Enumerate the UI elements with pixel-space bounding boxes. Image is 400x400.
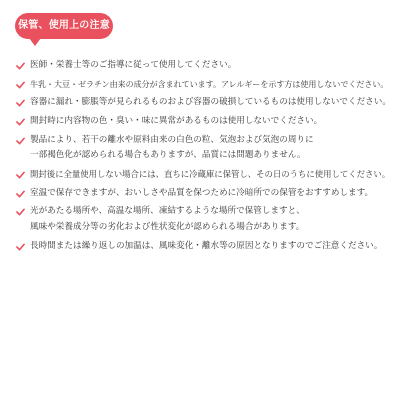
check-icon (16, 137, 25, 145)
caution-item (16, 239, 394, 255)
caution-list (16, 58, 394, 257)
check-icon (16, 81, 25, 89)
check-icon (16, 99, 25, 107)
check-icon (16, 208, 25, 216)
caution-text: 製品により、若干の離水や原料由来の白色の粒、気泡および気泡の周りに (30, 134, 314, 145)
caution-item (16, 114, 394, 130)
caution-text: 室温で保存できますが、おいしさや品質を保つために冷暗所での保管をおすすめします。 (30, 187, 374, 198)
caution-text-continued: 風味や栄養成分等の劣化および性状変化が認められる場合があります。 (30, 221, 305, 232)
check-icon (16, 62, 25, 70)
caution-text: 牛乳・大豆・ゼラチン由来の成分が含まれています。アレルギーを示す方は使用しないでください。 (30, 79, 389, 89)
caution-item (16, 133, 394, 164)
caution-item (16, 58, 394, 74)
caution-item (16, 204, 394, 235)
caution-text: 光があたる場所や、高温な場所、凍結するような場所で保管しますと、 (30, 206, 305, 217)
caution-text-continued: 一部褐色化が認められる場合もありますが、品質には問題ありません。 (30, 150, 306, 161)
section-title: 保管、使用上の注意 (18, 20, 110, 31)
caution-item (16, 95, 394, 111)
check-icon (16, 171, 25, 179)
caution-text: 開封時に内容物の色・臭い・味に異常があるものは使用しないでください。 (30, 116, 323, 127)
caution-item (16, 77, 394, 93)
check-icon (16, 243, 25, 251)
check-icon (16, 118, 25, 126)
caution-text: 容器に漏れ・膨脹等が見られるものおよび容器の破損しているものは使用しないでください。 (30, 97, 391, 108)
caution-text: 医師・栄養士等のご指導に従って使用してください。 (30, 60, 237, 70)
caution-item (16, 167, 394, 183)
caution-item (16, 186, 394, 202)
check-icon (16, 190, 25, 198)
caution-text: 開封後に全量使用しない場合には、直ちに冷蔵庫に保管し、その日のうちに使用してください。 (30, 168, 391, 179)
caution-text: 長時間または繰り返しの加温は、風味変化・離水等の原因となりますのでご注意ください。 (30, 240, 383, 251)
section-tab (15, 13, 113, 39)
